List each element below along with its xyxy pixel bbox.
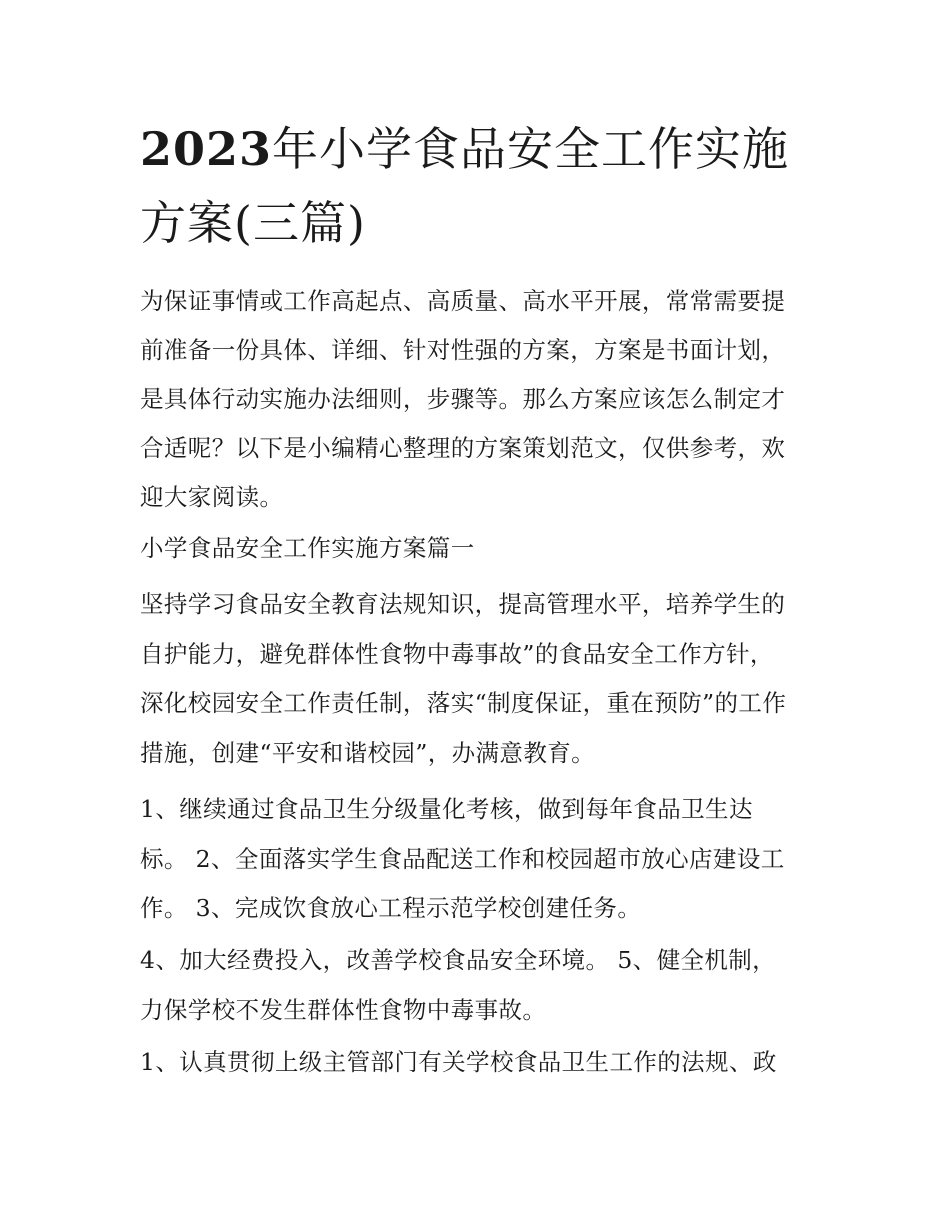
principle-line: 自护能力，避免群体性食物中毒事故”的食品安全工作方针，: [140, 640, 774, 668]
measure-line: 1、认真贯彻上级主管部门有关学校食品卫生工作的法规、政: [140, 1048, 777, 1076]
title-year: 2023: [140, 122, 273, 176]
intro-line: 是具体行动实施办法细则，步骤等。那么方案应该怎么制定才: [140, 385, 786, 413]
goal-line: 1、继续通过食品卫生分级量化考核，做到每年食品卫生达: [140, 795, 753, 823]
document-title: [140, 112, 840, 260]
section-heading: 小学食品安全工作实施方案篇一: [140, 534, 475, 562]
intro-line: 合适呢？以下是小编精心整理的方案策划范文，仅供参考，欢: [140, 434, 786, 462]
intro-line: 迎大家阅读。: [140, 483, 284, 511]
title-line1-rest: 年小学食品安全工作实施: [272, 122, 790, 176]
intro-line: 为保证事情或工作高起点、高质量、高水平开展，常常需要提: [140, 287, 786, 315]
title-line2: 方案(三篇): [140, 196, 366, 250]
intro-line: 前准备一份具体、详细、针对性强的方案，方案是书面计划，: [140, 336, 786, 364]
goal-line: 4、加大经费投入，改善学校食品安全环境。 5、健全机制，: [140, 946, 777, 974]
principle-line: 措施，创建“平安和谐校园”，办满意教育。: [140, 739, 596, 767]
principle-line: 坚持学习食品安全教育法规知识，提高管理水平，培养学生的: [140, 590, 786, 618]
goal-line: 标。 2、全面落实学生食品配送工作和校园超市放心店建设工: [140, 845, 785, 873]
goal-line: 作。 3、完成饮食放心工程示范学校创建任务。: [140, 894, 642, 922]
principle-line: 深化校园安全工作责任制，落实“制度保证，重在预防”的工作: [140, 689, 787, 717]
goal-line: 力保学校不发生群体性食物中毒事故。: [140, 996, 547, 1024]
